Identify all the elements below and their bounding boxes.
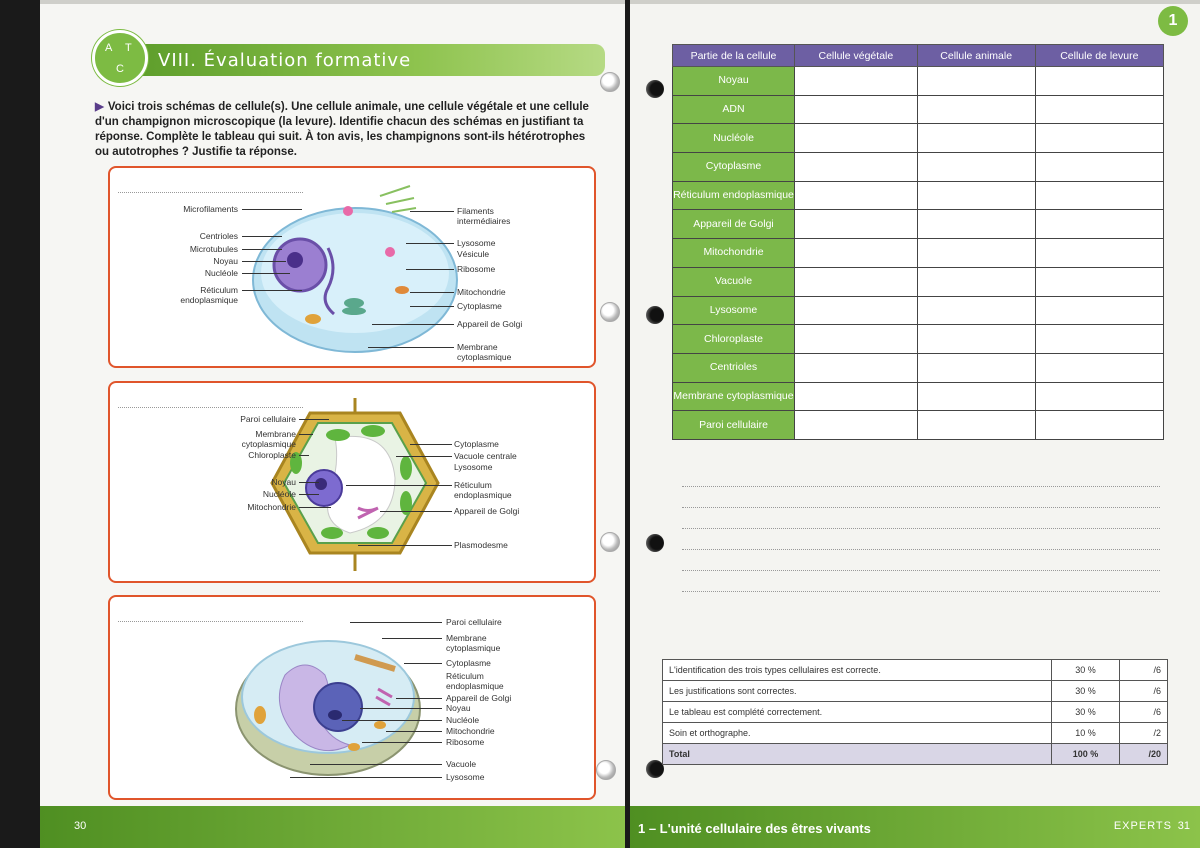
answer-cell[interactable] [917, 210, 1035, 239]
label-reticulum: Réticulum endoplasmique [446, 671, 504, 691]
answer-dotline [682, 591, 1160, 592]
leader-line [299, 419, 329, 420]
evaluation-row [663, 660, 1168, 681]
leader-line [368, 347, 454, 348]
answer-dotline [682, 549, 1160, 550]
binder-hole [600, 302, 620, 322]
leader-line [386, 731, 442, 732]
leader-line [406, 269, 454, 270]
label-cytoplasme: Cytoplasme [457, 301, 502, 311]
right-page [630, 0, 1200, 848]
eval-points: /2 [1120, 723, 1168, 744]
table-row [673, 267, 1164, 296]
answer-cell[interactable] [1035, 411, 1163, 440]
answer-cell[interactable] [795, 296, 918, 325]
atc-badge-icon [92, 30, 148, 86]
column-header: Cellule animale [917, 45, 1035, 67]
label-noyau: Noyau [213, 256, 238, 266]
label-mitochondrie: Mitochondrie [446, 726, 495, 736]
column-header: Cellule végétale [795, 45, 918, 67]
evaluation-row [663, 723, 1168, 744]
answer-cell[interactable] [1035, 353, 1163, 382]
arrow-icon: ▶ [95, 101, 104, 113]
answer-cell[interactable] [795, 239, 918, 268]
answer-cell[interactable] [795, 325, 918, 354]
evaluation-body [663, 660, 1168, 744]
leader-line [396, 698, 442, 699]
answer-dotline [682, 507, 1160, 508]
leader-line [290, 777, 442, 778]
answer-cell[interactable] [917, 382, 1035, 411]
answer-cell[interactable] [917, 153, 1035, 182]
leader-line [299, 482, 319, 483]
leader-line [350, 622, 442, 623]
row-label: ADN [673, 95, 795, 124]
brand-logo: EXPERTS [1113, 820, 1172, 832]
leader-line [242, 261, 286, 262]
answer-dotline [682, 528, 1160, 529]
label-nucleole: Nucléole [446, 715, 480, 725]
total-percent: 100 % [1052, 744, 1120, 765]
diagram-frame-yeast [108, 595, 596, 800]
page-number: 30 [74, 820, 87, 832]
answer-cell[interactable] [917, 411, 1035, 440]
answer-cell[interactable] [795, 95, 918, 124]
label-chloroplaste: Chloroplaste [248, 450, 296, 460]
column-header: Partie de la cellule [673, 45, 795, 67]
leader-line [406, 243, 454, 244]
diagram-frame-animal [108, 166, 596, 368]
row-label: Appareil de Golgi [673, 210, 795, 239]
eval-criterion: L'identification des trois types cellulaires est correcte. [663, 660, 1052, 681]
answer-cell[interactable] [1035, 296, 1163, 325]
cell-parts-table [672, 44, 1164, 440]
eval-percent: 10 % [1052, 723, 1120, 744]
label-vacuole: Vacuole [446, 759, 477, 769]
total-points: /20 [1120, 744, 1168, 765]
label-noyau: Noyau [271, 477, 296, 487]
leader-line [380, 511, 452, 512]
answer-cell[interactable] [1035, 239, 1163, 268]
instructions-text: Voici trois schémas de cellule(s). Une cellule animale, une cellule végétale et une cellule d'un champignon microscopique (la levure). Identifie chacun des schémas en justifiant ta réponse. Complète le tableau qui suit. À ton avis, les champignons sont-ils hétérotrophes ou autotrophes ? Justifie ta réponse. [95, 101, 589, 158]
evaluation-row [663, 681, 1168, 702]
page-number: 31 [1177, 820, 1190, 832]
answer-cell[interactable] [1035, 181, 1163, 210]
row-label: Nucléole [673, 124, 795, 153]
column-header: Cellule de levure [1035, 45, 1163, 67]
leader-line [342, 720, 442, 721]
answer-cell[interactable] [795, 153, 918, 182]
table-header-row [673, 45, 1164, 67]
row-label: Lysosome [673, 296, 795, 325]
answer-cell[interactable] [1035, 95, 1163, 124]
answer-cell[interactable] [1035, 210, 1163, 239]
label-ribosome: Ribosome [446, 737, 485, 747]
eval-points: /6 [1120, 702, 1168, 723]
instructions [95, 100, 595, 160]
leader-line [242, 209, 302, 210]
label-lysosome: Lysosome [446, 772, 485, 782]
label-centrioles: Centrioles [199, 231, 238, 241]
label-cytoplasme: Cytoplasme [454, 439, 499, 449]
table-row [673, 411, 1164, 440]
evaluation-grid [662, 659, 1168, 765]
answer-cell[interactable] [917, 67, 1035, 96]
table-row [673, 124, 1164, 153]
table-row [673, 153, 1164, 182]
answer-cell[interactable] [795, 210, 918, 239]
eval-criterion: Les justifications sont correctes. [663, 681, 1052, 702]
binder-hole [596, 760, 616, 780]
eval-criterion: Le tableau est complété correctement. [663, 702, 1052, 723]
answer-cell[interactable] [795, 382, 918, 411]
label-mitochondrie: Mitochondrie [457, 287, 506, 297]
label-paroi: Paroi cellulaire [240, 414, 296, 424]
evaluation-row [663, 702, 1168, 723]
answer-cell[interactable] [795, 181, 918, 210]
section-title: VIII. Évaluation formative [158, 50, 412, 71]
answer-cell[interactable] [1035, 67, 1163, 96]
label-reticulum: Réticulum endoplasmique [180, 285, 238, 305]
answer-cell[interactable] [1035, 124, 1163, 153]
leader-line [242, 273, 290, 274]
table-row [673, 353, 1164, 382]
badge-a: A [105, 42, 113, 54]
answer-dotline [682, 570, 1160, 571]
badge-c: C [116, 63, 124, 75]
leader-line [242, 290, 302, 291]
answer-cell[interactable] [917, 124, 1035, 153]
label-microfilaments: Microfilaments [183, 204, 238, 214]
label-lysosome: Lysosome [454, 462, 493, 472]
eval-points: /6 [1120, 660, 1168, 681]
leader-line [382, 638, 442, 639]
answer-cell[interactable] [795, 124, 918, 153]
leader-line [242, 236, 282, 237]
label-vesicule: Vésicule [457, 249, 490, 259]
table-row [673, 181, 1164, 210]
answer-cell[interactable] [1035, 382, 1163, 411]
label-lysosome: Lysosome [457, 238, 496, 248]
answer-cell[interactable] [795, 267, 918, 296]
label-mitochondrie: Mitochondrie [247, 502, 296, 512]
diagram-frame-plant [108, 381, 596, 583]
label-vacuole: Vacuole centrale [454, 451, 517, 461]
row-label: Réticulum endoplasmique [673, 181, 795, 210]
binder-hole [600, 532, 620, 552]
table-row [673, 67, 1164, 96]
eval-percent: 30 % [1052, 660, 1120, 681]
table-row [673, 296, 1164, 325]
page-edge [630, 0, 1200, 4]
leader-line [410, 292, 454, 293]
leader-line [242, 249, 282, 250]
leader-line [358, 545, 452, 546]
table-row [673, 239, 1164, 268]
leader-line [310, 764, 442, 765]
leader-line [410, 211, 454, 212]
yeast-cell-drawing [110, 597, 594, 797]
leader-line [299, 494, 319, 495]
table-body [673, 67, 1164, 440]
label-membrane: Membrane cytoplasmique [446, 633, 501, 653]
label-ribosome: Ribosome [457, 264, 496, 274]
answer-cell[interactable] [917, 95, 1035, 124]
answer-cell[interactable] [917, 181, 1035, 210]
leader-line [396, 456, 452, 457]
chapter-leaf-icon: 1 [1158, 6, 1188, 36]
table-row [673, 325, 1164, 354]
leader-line [360, 708, 442, 709]
eval-criterion: Soin et orthographe. [663, 723, 1052, 744]
answer-cell[interactable] [917, 239, 1035, 268]
badge-t: T [125, 42, 132, 54]
answer-cell[interactable] [917, 353, 1035, 382]
label-nucleole: Nucléole [204, 268, 238, 278]
row-label: Cytoplasme [673, 153, 795, 182]
row-label: Chloroplaste [673, 325, 795, 354]
leader-line [410, 306, 454, 307]
label-golgi: Appareil de Golgi [446, 693, 512, 703]
table-row [673, 95, 1164, 124]
total-row [663, 744, 1168, 765]
leader-line [404, 663, 442, 664]
label-golgi: Appareil de Golgi [454, 506, 520, 516]
row-label: Noyau [673, 67, 795, 96]
binder-hole [646, 80, 664, 98]
label-membrane: Membrane cytoplasmique [457, 342, 512, 362]
leader-line [410, 444, 452, 445]
leader-line [299, 434, 313, 435]
leader-line [346, 485, 452, 486]
binder-hole [600, 72, 620, 92]
page-edge [40, 0, 625, 4]
left-page [40, 0, 625, 848]
answer-cell[interactable] [795, 353, 918, 382]
row-label: Paroi cellulaire [673, 411, 795, 440]
binder-hole [646, 306, 664, 324]
answer-cell[interactable] [795, 411, 918, 440]
leader-line [299, 507, 331, 508]
row-label: Membrane cytoplasmique [673, 382, 795, 411]
table-row [673, 382, 1164, 411]
table-row [673, 210, 1164, 239]
label-paroi: Paroi cellulaire [446, 617, 502, 627]
eval-percent: 30 % [1052, 681, 1120, 702]
answer-cell[interactable] [795, 67, 918, 96]
label-plasmodesme: Plasmodesme [454, 540, 508, 550]
answer-cell[interactable] [1035, 325, 1163, 354]
answer-cell[interactable] [1035, 267, 1163, 296]
row-label: Centrioles [673, 353, 795, 382]
label-membrane: Membrane cytoplasmique [241, 429, 296, 449]
footer-strip [40, 806, 625, 848]
label-golgi: Appareil de Golgi [457, 319, 523, 329]
chapter-footer-title: 1 – L'unité cellulaire des êtres vivants [638, 821, 871, 836]
label-reticulum: Réticulum endoplasmique [454, 480, 512, 500]
label-nucleole: Nucléole [262, 489, 296, 499]
leader-line [372, 324, 454, 325]
label-microtubules: Microtubules [189, 244, 238, 254]
label-noyau: Noyau [446, 703, 471, 713]
animal-cell-drawing [110, 168, 594, 366]
answer-cell[interactable] [917, 325, 1035, 354]
row-label: Vacuole [673, 267, 795, 296]
row-label: Mitochondrie [673, 239, 795, 268]
answer-cell[interactable] [917, 267, 1035, 296]
answer-cell[interactable] [917, 296, 1035, 325]
answer-dotline [682, 486, 1160, 487]
leader-line [299, 455, 309, 456]
label-filaments: Filaments intermédiaires [457, 206, 511, 226]
label-cytoplasme: Cytoplasme [446, 658, 491, 668]
eval-percent: 30 % [1052, 702, 1120, 723]
total-label: Total [663, 744, 1052, 765]
leader-line [362, 742, 442, 743]
eval-points: /6 [1120, 681, 1168, 702]
answer-cell[interactable] [1035, 153, 1163, 182]
binder-hole [646, 534, 664, 552]
